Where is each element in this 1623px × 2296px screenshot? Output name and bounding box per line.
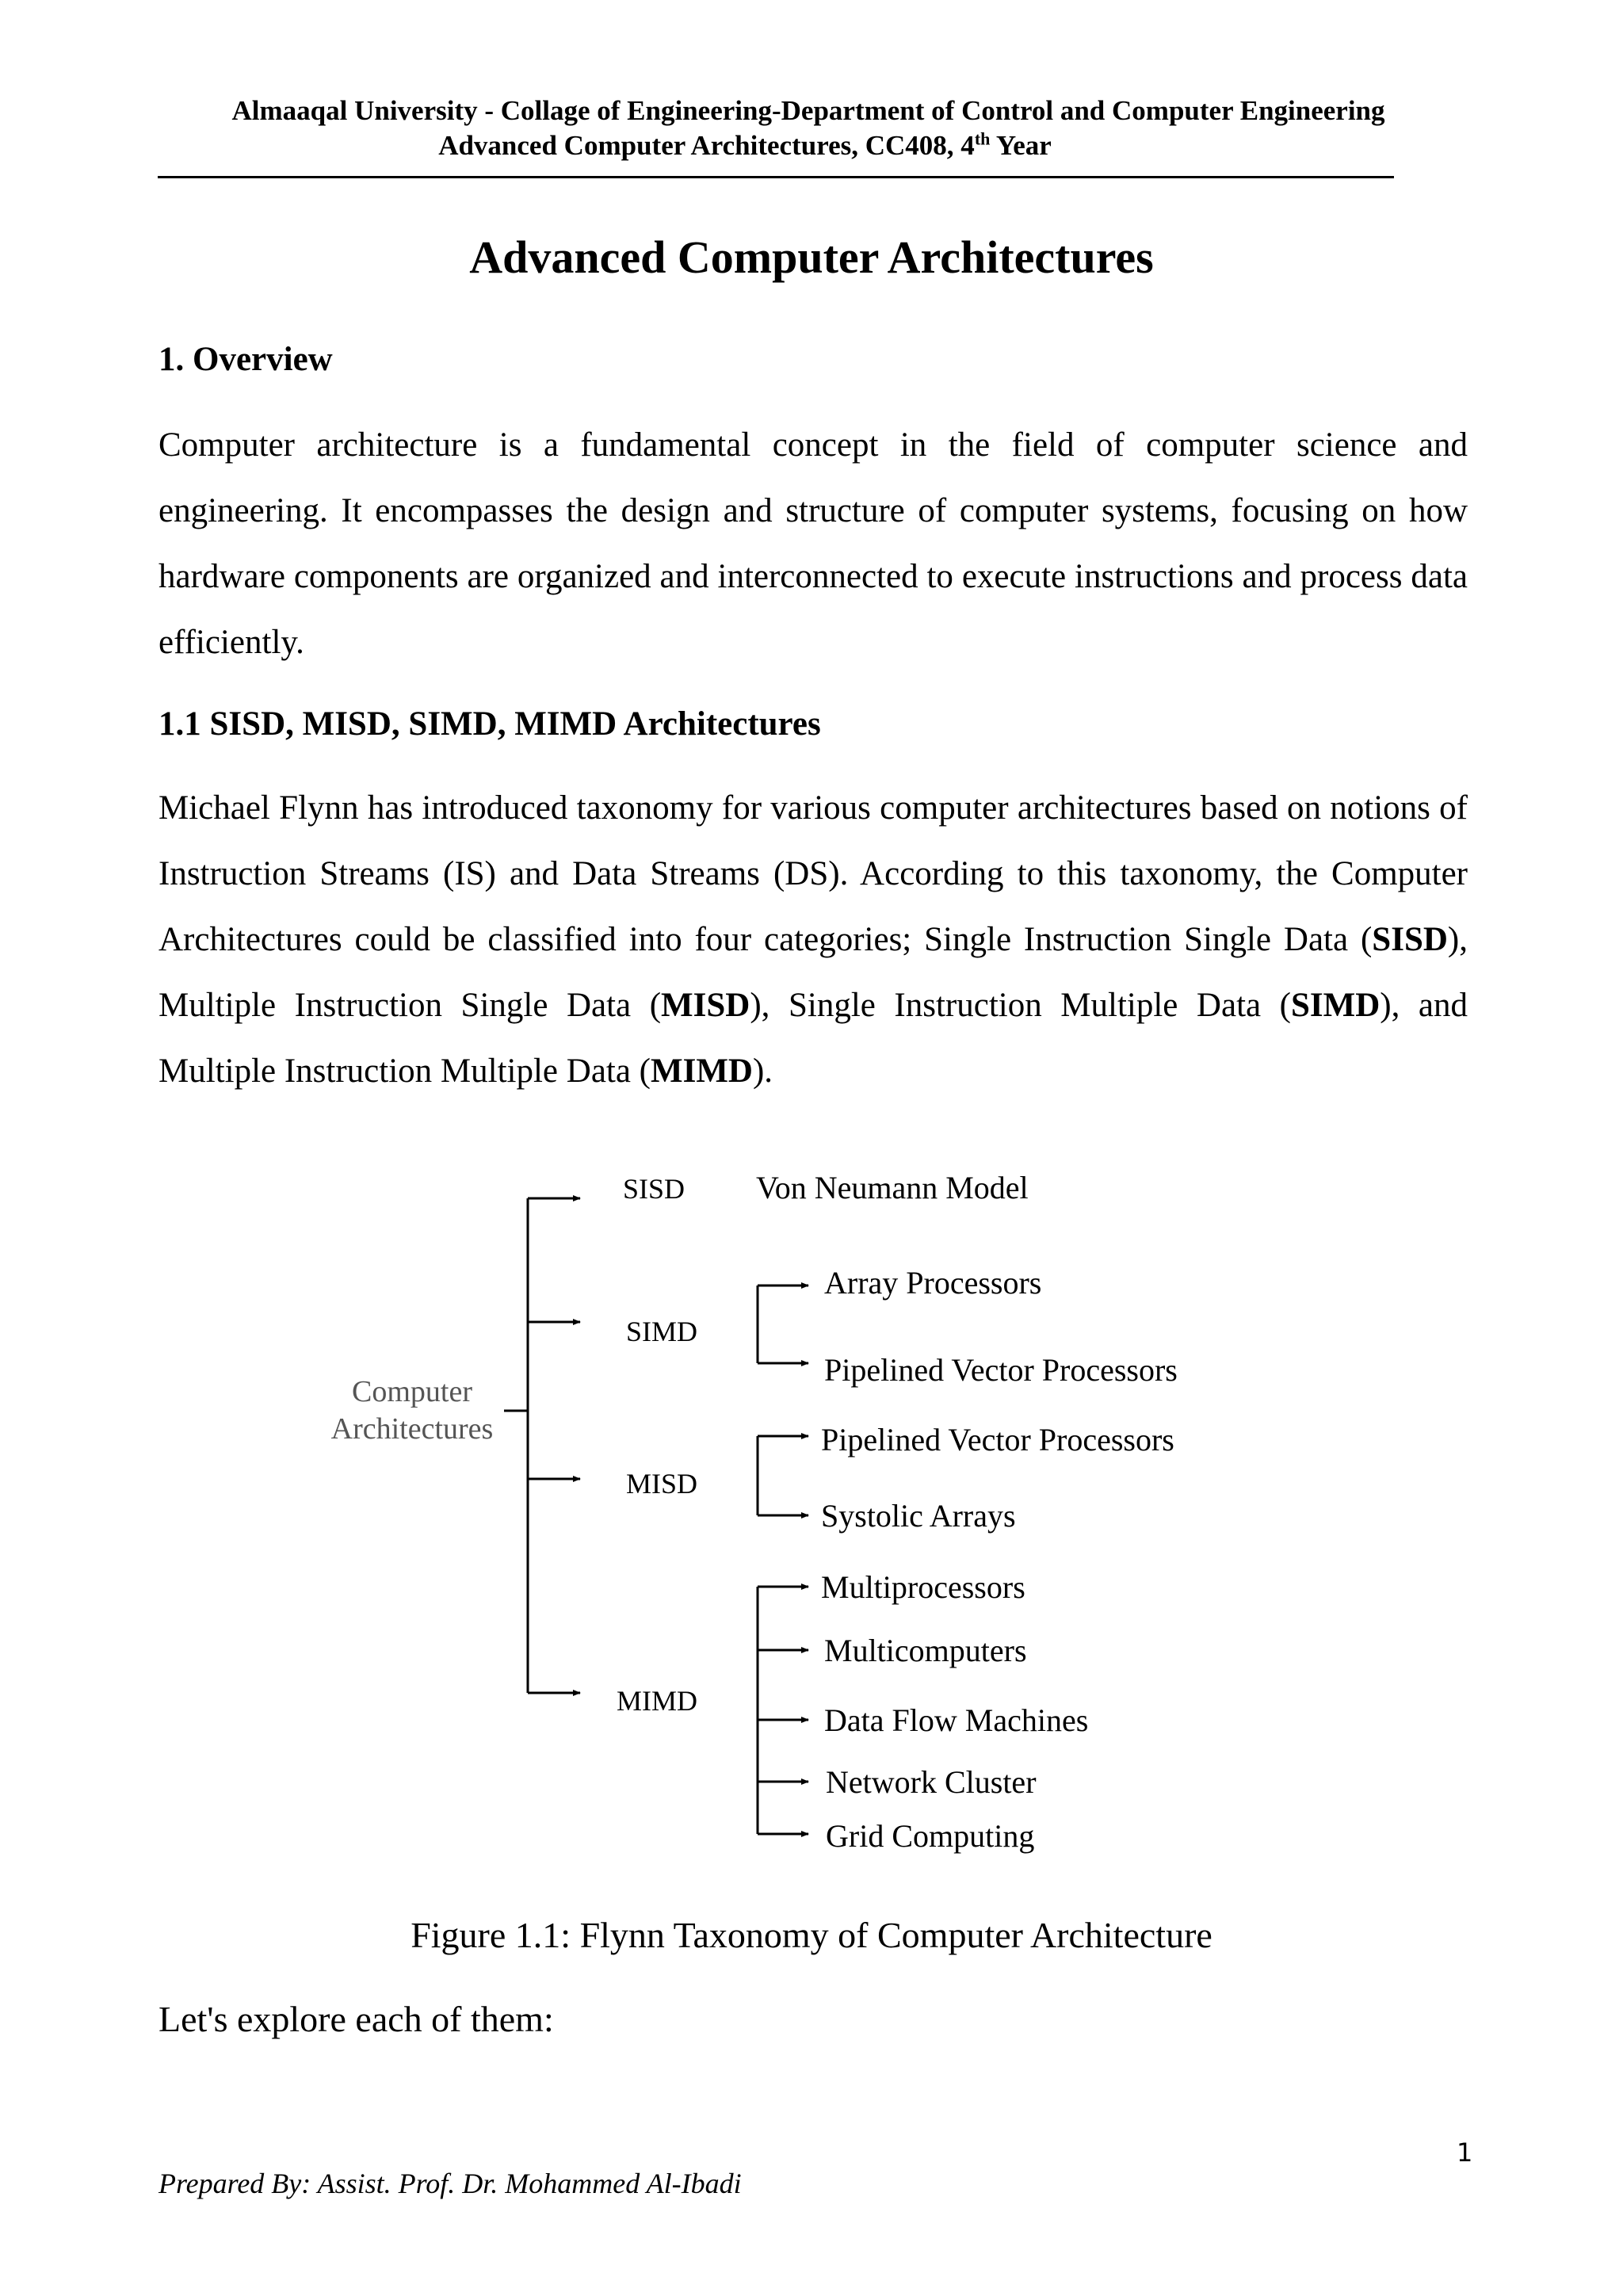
page-number: 1 [1457, 2137, 1473, 2168]
diagram-root-line-2: Architectures [330, 1412, 494, 1446]
diagram-root-line-1: Computer [352, 1375, 472, 1408]
diagram-mimd-label: MIMD [617, 1685, 698, 1717]
diagram-array-processors: Array Processors [824, 1265, 1042, 1301]
diagram-data-flow-machines: Data Flow Machines [824, 1702, 1089, 1738]
section-heading-overview: 1. Overview [158, 341, 333, 378]
diagram-multicomputers: Multicomputers [824, 1633, 1027, 1668]
header-year: Year [990, 130, 1052, 161]
diagram-von-neumann: Von Neumann Model [756, 1170, 1029, 1205]
page-footer: Prepared By: Assist. Prof. Dr. Mohammed Al-Ibadi [158, 2168, 742, 2199]
term-mimd: MIMD [651, 1052, 753, 1090]
flynn-paragraph: Michael Flynn has introduced taxonomy for various computer architectures based on notions of Instruction Streams (IS) and Data Streams (DS). According to this taxonomy, the Computer Architectures could be classified into four categories; Single Instruction Single Data (SISD), Multiple Instruction Single Data (MISD), Single Instruction Multiple Data (SIMD), and Multiple Instruction Multiple Data (MIMD). [158, 789, 1468, 1090]
explore-text: Let's explore each of them: [158, 1999, 554, 2039]
header-line-1: Almaaqal University - Collage of Engineering-Department of Control and Computer Engineering [231, 95, 1385, 126]
document-title: Advanced Computer Architectures [469, 231, 1154, 283]
diagram-simd-pipelined-vector: Pipelined Vector Processors [824, 1352, 1178, 1388]
figure-caption: Figure 1.1: Flynn Taxonomy of Computer Architecture [411, 1915, 1212, 1955]
header-superscript: th [974, 128, 991, 149]
term-misd: MISD [661, 987, 750, 1024]
diagram-systolic-arrays: Systolic Arrays [821, 1498, 1016, 1534]
diagram-misd-label: MISD [626, 1468, 698, 1499]
diagram-grid-computing: Grid Computing [826, 1818, 1035, 1854]
section-heading-flynn: 1.1 SISD, MISD, SIMD, MIMD Architectures [158, 705, 821, 743]
diagram-network-cluster: Network Cluster [826, 1764, 1037, 1800]
diagram-sisd-label: SISD [623, 1173, 685, 1205]
term-sisd: SISD [1372, 921, 1448, 958]
header-course: Advanced Computer Architectures, CC408, 4 [438, 130, 975, 161]
term-simd: SIMD [1290, 987, 1381, 1024]
diagram-multiprocessors: Multiprocessors [821, 1569, 1025, 1605]
diagram-misd-pipelined-vector: Pipelined Vector Processors [821, 1422, 1174, 1457]
diagram-simd-label: SIMD [626, 1316, 698, 1347]
overview-paragraph: Computer architecture is a fundamental concept in the field of computer science and engineering. It encompasses the design and structure of computer systems, focusing on how hardware components are organized and interconnected to execute instructions and process data efficiently. [158, 426, 1468, 661]
